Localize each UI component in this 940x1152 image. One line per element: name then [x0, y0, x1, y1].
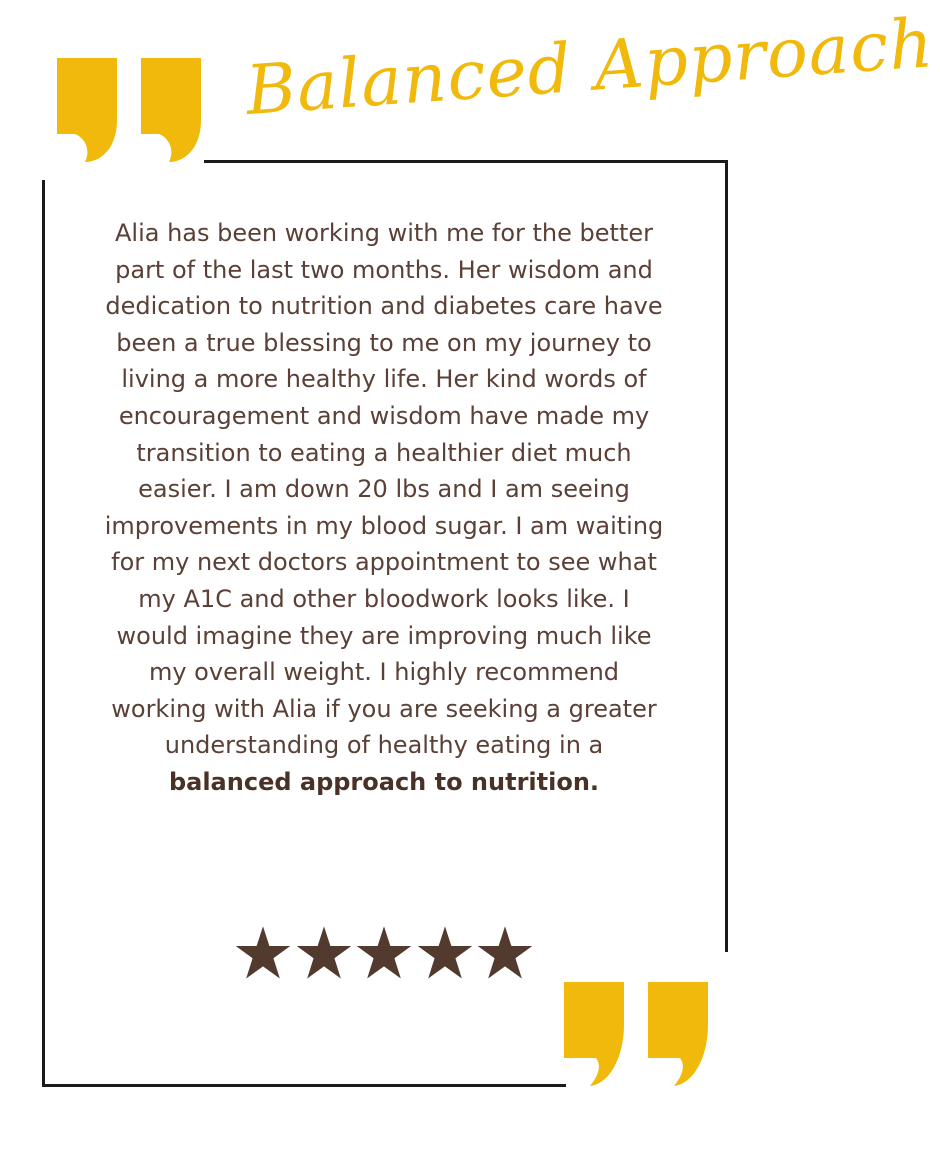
star-icon — [416, 924, 474, 982]
star-rating — [234, 924, 534, 986]
star-icon — [476, 924, 534, 982]
close-quote-icon — [562, 980, 712, 1088]
frame-bottom-line — [42, 1084, 566, 1087]
frame-left-line — [42, 180, 45, 1087]
testimonial-body: Alia has been working with me for the better part of the last two months. Her wisdom and dedication to nutrition and diabetes care have been a true blessing to me on my journey to living a more healthy life. Her kind words of encouragement and wisdom have made my transition to eating a healthier diet much easier. I am down 20 lbs and I am seeing improvements in my blood sugar. I am waiting for my next doctors appointment to see what my A1C and other bloodwork looks like. I would imagine they are improving much like my overall weight. I highly recommend working with Alia if you are seeking a greater understanding of healthy eating in a — [104, 219, 664, 760]
star-icon — [295, 924, 353, 982]
page-title: Balanced Approach — [243, 4, 937, 131]
star-icon — [355, 924, 413, 982]
open-quote-icon — [55, 56, 205, 164]
testimonial-text — [100, 215, 668, 801]
frame-right-line — [725, 160, 728, 952]
star-icon — [234, 924, 292, 982]
testimonial-emphasis: balanced approach to nutrition. — [168, 767, 600, 796]
